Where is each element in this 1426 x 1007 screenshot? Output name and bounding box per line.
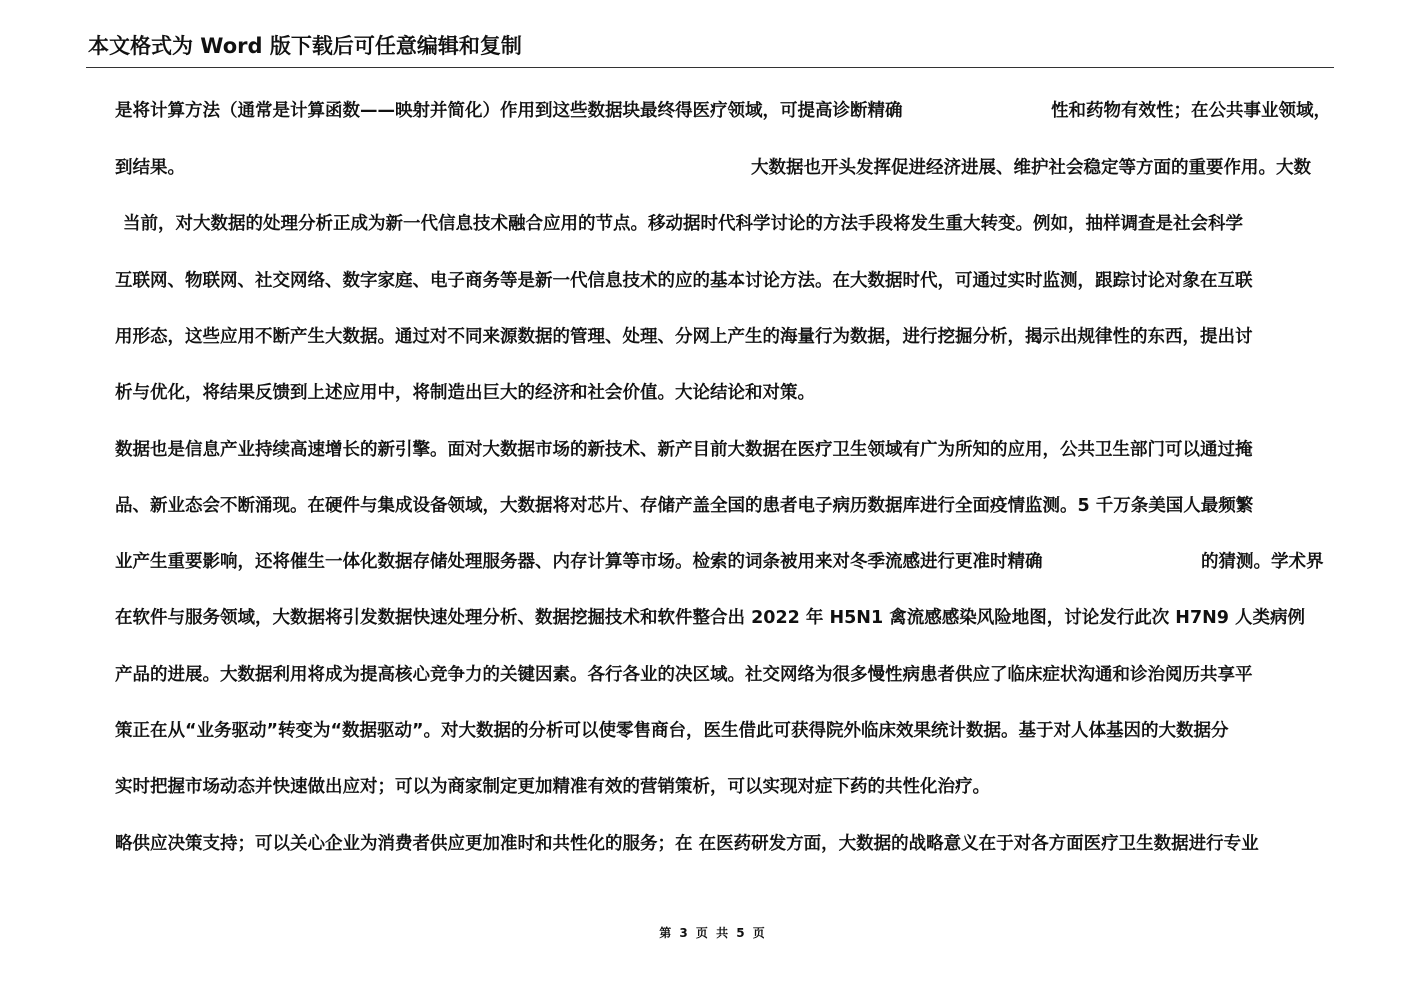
body-line: 析与优化，将结果反馈到上述应用中，将制造出巨大的经济和社会价值。大论结论和对策。 xyxy=(115,383,815,403)
body-line: 略供应决策支持；可以关心企业为消费者供应更加准时和共性化的服务；在 在医药研发方面，大数据的战略意义在于对各方面医疗卫生数据进行专业 xyxy=(115,834,1259,854)
body-line: 性和药物有效性；在公共事业领域， xyxy=(1051,101,1331,121)
document-header-title: 本文格式为 Word 版下载后可任意编辑和复制 xyxy=(88,34,522,58)
body-line: 到结果。 xyxy=(115,158,185,178)
body-line: 产品的进展。大数据利用将成为提高核心竞争力的关键因素。各行各业的决区域。社交网络为很多慢性病患者供应了临床症状沟通和诊治阅历共享平 xyxy=(115,665,1253,685)
body-line: 大数据也开头发挥促进经济进展、维护社会稳定等方面的重要作用。大数 xyxy=(751,158,1311,178)
body-line: 用形态，这些应用不断产生大数据。通过对不同来源数据的管理、处理、分网上产生的海量行为数据，进行挖掘分析，揭示出规律性的东西，提出讨 xyxy=(115,327,1253,347)
body-line: 品、新业态会不断涌现。在硬件与集成设备领域，大数据将对芯片、存储产盖全国的患者电子病历数据库进行全面疫情监测。5 千万条美国人最频繁 xyxy=(115,496,1254,516)
body-line: 策正在从“业务驱动”转变为“数据驱动”。对大数据的分析可以使零售商台，医生借此可获得院外临床效果统计数据。基于对人体基因的大数据分 xyxy=(115,721,1229,741)
body-line: 在软件与服务领域，大数据将引发数据快速处理分析、数据挖掘技术和软件整合出 2022 年 H5N1 禽流感感染风险地图，讨论发行此次 H7N9 人类病例 xyxy=(115,608,1306,628)
body-line: 数据也是信息产业持续高速增长的新引擎。面对大数据市场的新技术、新产目前大数据在医疗卫生领域有广为所知的应用，公共卫生部门可以通过掩 xyxy=(115,440,1253,460)
body-line: 互联网、物联网、社交网络、数字家庭、电子商务等是新一代信息技术的应的基本讨论方法。在大数据时代，可通过实时监测，跟踪讨论对象在互联 xyxy=(115,271,1253,291)
body-line: 业产生重要影响，还将催生一体化数据存储处理服务器、内存计算等市场。检索的词条被用来对冬季流感进行更准时精确 xyxy=(115,552,1043,572)
page-number-footer: 第 3 页 共 5 页 xyxy=(659,926,767,940)
header-divider xyxy=(86,67,1334,68)
body-line: 当前，对大数据的处理分析正成为新一代信息技术融合应用的节点。移动据时代科学讨论的方法手段将发生重大转变。例如，抽样调查是社会科学 xyxy=(123,214,1243,234)
body-line: 实时把握市场动态并快速做出应对；可以为商家制定更加精准有效的营销策析，可以实现对症下药的共性化治疗。 xyxy=(115,777,990,797)
body-line: 的猜测。学术界 xyxy=(1201,552,1324,572)
body-line: 是将计算方法（通常是计算函数——映射并简化）作用到这些数据块最终得医疗领域，可提高诊断精确 xyxy=(115,101,903,121)
